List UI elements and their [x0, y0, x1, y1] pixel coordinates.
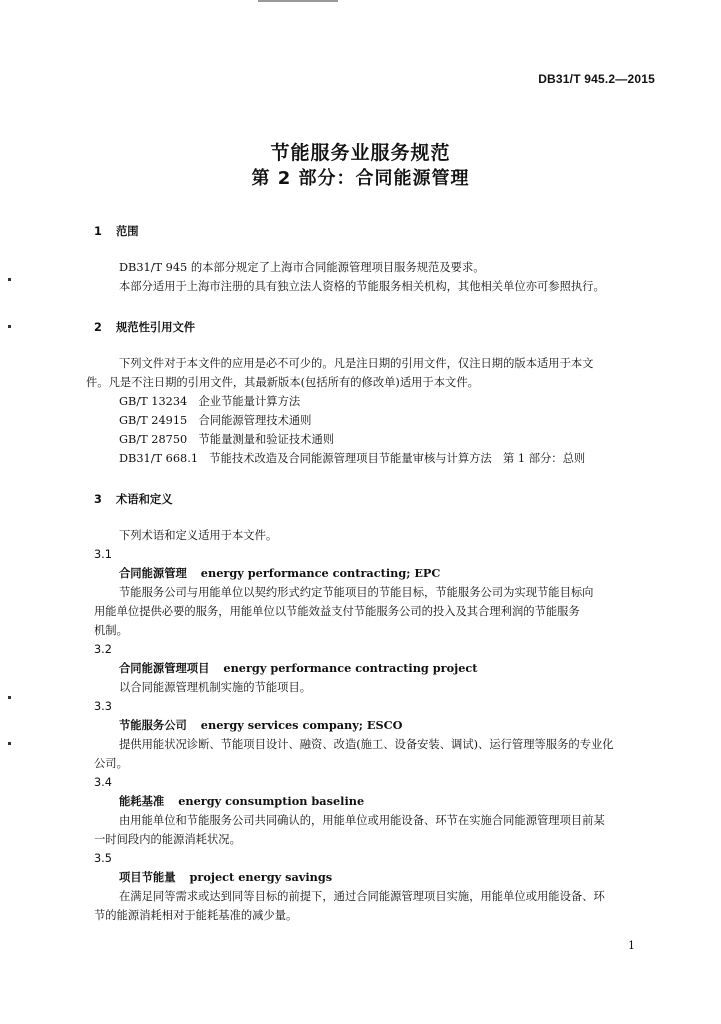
term-english: project energy savings [189, 870, 333, 884]
paragraph-line: 下列术语和定义适用于本文件。 [119, 529, 278, 542]
section-title: 范围 [116, 225, 139, 238]
term-chinese: 节能服务公司 [119, 719, 187, 732]
term-chinese: 能耗基准 [119, 795, 165, 808]
scan-speck [8, 742, 11, 745]
page-number: 1 [628, 939, 635, 952]
definition-line: 机制。 [94, 624, 128, 637]
document-title: 节能服务业服务规范 [270, 142, 451, 164]
reference-item: GB/T 28750 节能量测量和验证技术通则 [119, 433, 335, 446]
section-heading-1 [94, 222, 660, 241]
definition-line: 公司。 [94, 757, 128, 770]
definition-line: 由用能单位和节能服务公司共同确认的，用能单位或用能设备、环节在实施合同能源管理项目前某 [119, 814, 605, 827]
scan-edge-mark [258, 0, 338, 2]
section-title: 规范性引用文件 [116, 321, 196, 334]
scan-speck [8, 278, 11, 281]
clause-number: 3.4 [94, 776, 112, 789]
section-number: 2 [94, 321, 102, 334]
clause-number: 3.2 [94, 643, 112, 656]
term-chinese: 合同能源管理 [119, 567, 187, 580]
term-chinese: 项目节能量 [119, 871, 176, 884]
paragraph-line: 件。凡是不注日期的引用文件，其最新版本(包括所有的修改单)适用于本文件。 [86, 376, 479, 389]
document-body [86, 222, 660, 925]
paragraph-line: 下列文件对于本文件的应用是必不可少的。凡是注日期的引用文件，仅注日期的版本适用于本文 [119, 357, 594, 370]
paragraph-line: 本部分适用于上海市注册的具有独立法人资格的节能服务相关机构，其他相关单位亦可参照执行。 [119, 280, 605, 293]
term-chinese: 合同能源管理项目 [119, 662, 210, 675]
term-entry [94, 564, 660, 583]
definition-line: 一时间段内的能源消耗状况。 [94, 833, 241, 846]
reference-item: DB31/T 668.1 节能技术改造及合同能源管理项目节能量审核与计算方法 第 1 部分：总则 [119, 452, 586, 465]
reference-item: GB/T 24915 合同能源管理技术通则 [119, 414, 312, 427]
term-entry [94, 659, 660, 678]
definition-line: 以合同能源管理机制实施的节能项目。 [119, 681, 312, 694]
paragraph-line: DB31/T 945 的本部分规定了上海市合同能源管理项目服务规范及要求。 [119, 261, 485, 274]
term-english: energy performance contracting project [223, 661, 478, 675]
clause-number: 3.5 [94, 852, 112, 865]
clause-number: 3.3 [94, 700, 112, 713]
definition-line: 用能单位提供必要的服务，用能单位以节能效益支付节能服务公司的投入及其合理利润的节能服务 [94, 605, 580, 618]
section-number: 1 [94, 225, 102, 238]
section-heading-3 [94, 490, 660, 509]
title-block [0, 140, 721, 192]
term-english: energy services company; ESCO [200, 718, 403, 732]
term-entry [94, 716, 660, 735]
term-entry [94, 868, 660, 887]
definition-line: 在满足同等需求或达到同等目标的前提下，通过合同能源管理项目实施，用能单位或用能设备、环 [119, 890, 605, 903]
scan-speck [8, 696, 11, 699]
clause-number: 3.1 [94, 548, 112, 561]
document-id: DB31/T 945.2—2015 [538, 72, 655, 86]
section-number: 3 [94, 493, 102, 506]
definition-line: 节能服务公司与用能单位以契约形式约定节能项目的节能目标，节能服务公司为实现节能目标向 [119, 586, 594, 599]
section-title: 术语和定义 [116, 493, 173, 506]
term-entry [94, 792, 660, 811]
reference-item: GB/T 13234 企业节能量计算方法 [119, 395, 301, 408]
document-subtitle: 第 2 部分：合同能源管理 [251, 168, 470, 189]
term-english: energy performance contracting; EPC [200, 566, 441, 580]
term-english: energy consumption baseline [178, 794, 365, 808]
definition-line: 节的能源消耗相对于能耗基准的减少量。 [94, 909, 298, 922]
scan-speck [8, 325, 11, 328]
definition-line: 提供用能状况诊断、节能项目设计、融资、改造(施工、设备安装、调试)、运行管理等服务的专业化 [119, 738, 614, 751]
section-heading-2 [94, 318, 660, 337]
